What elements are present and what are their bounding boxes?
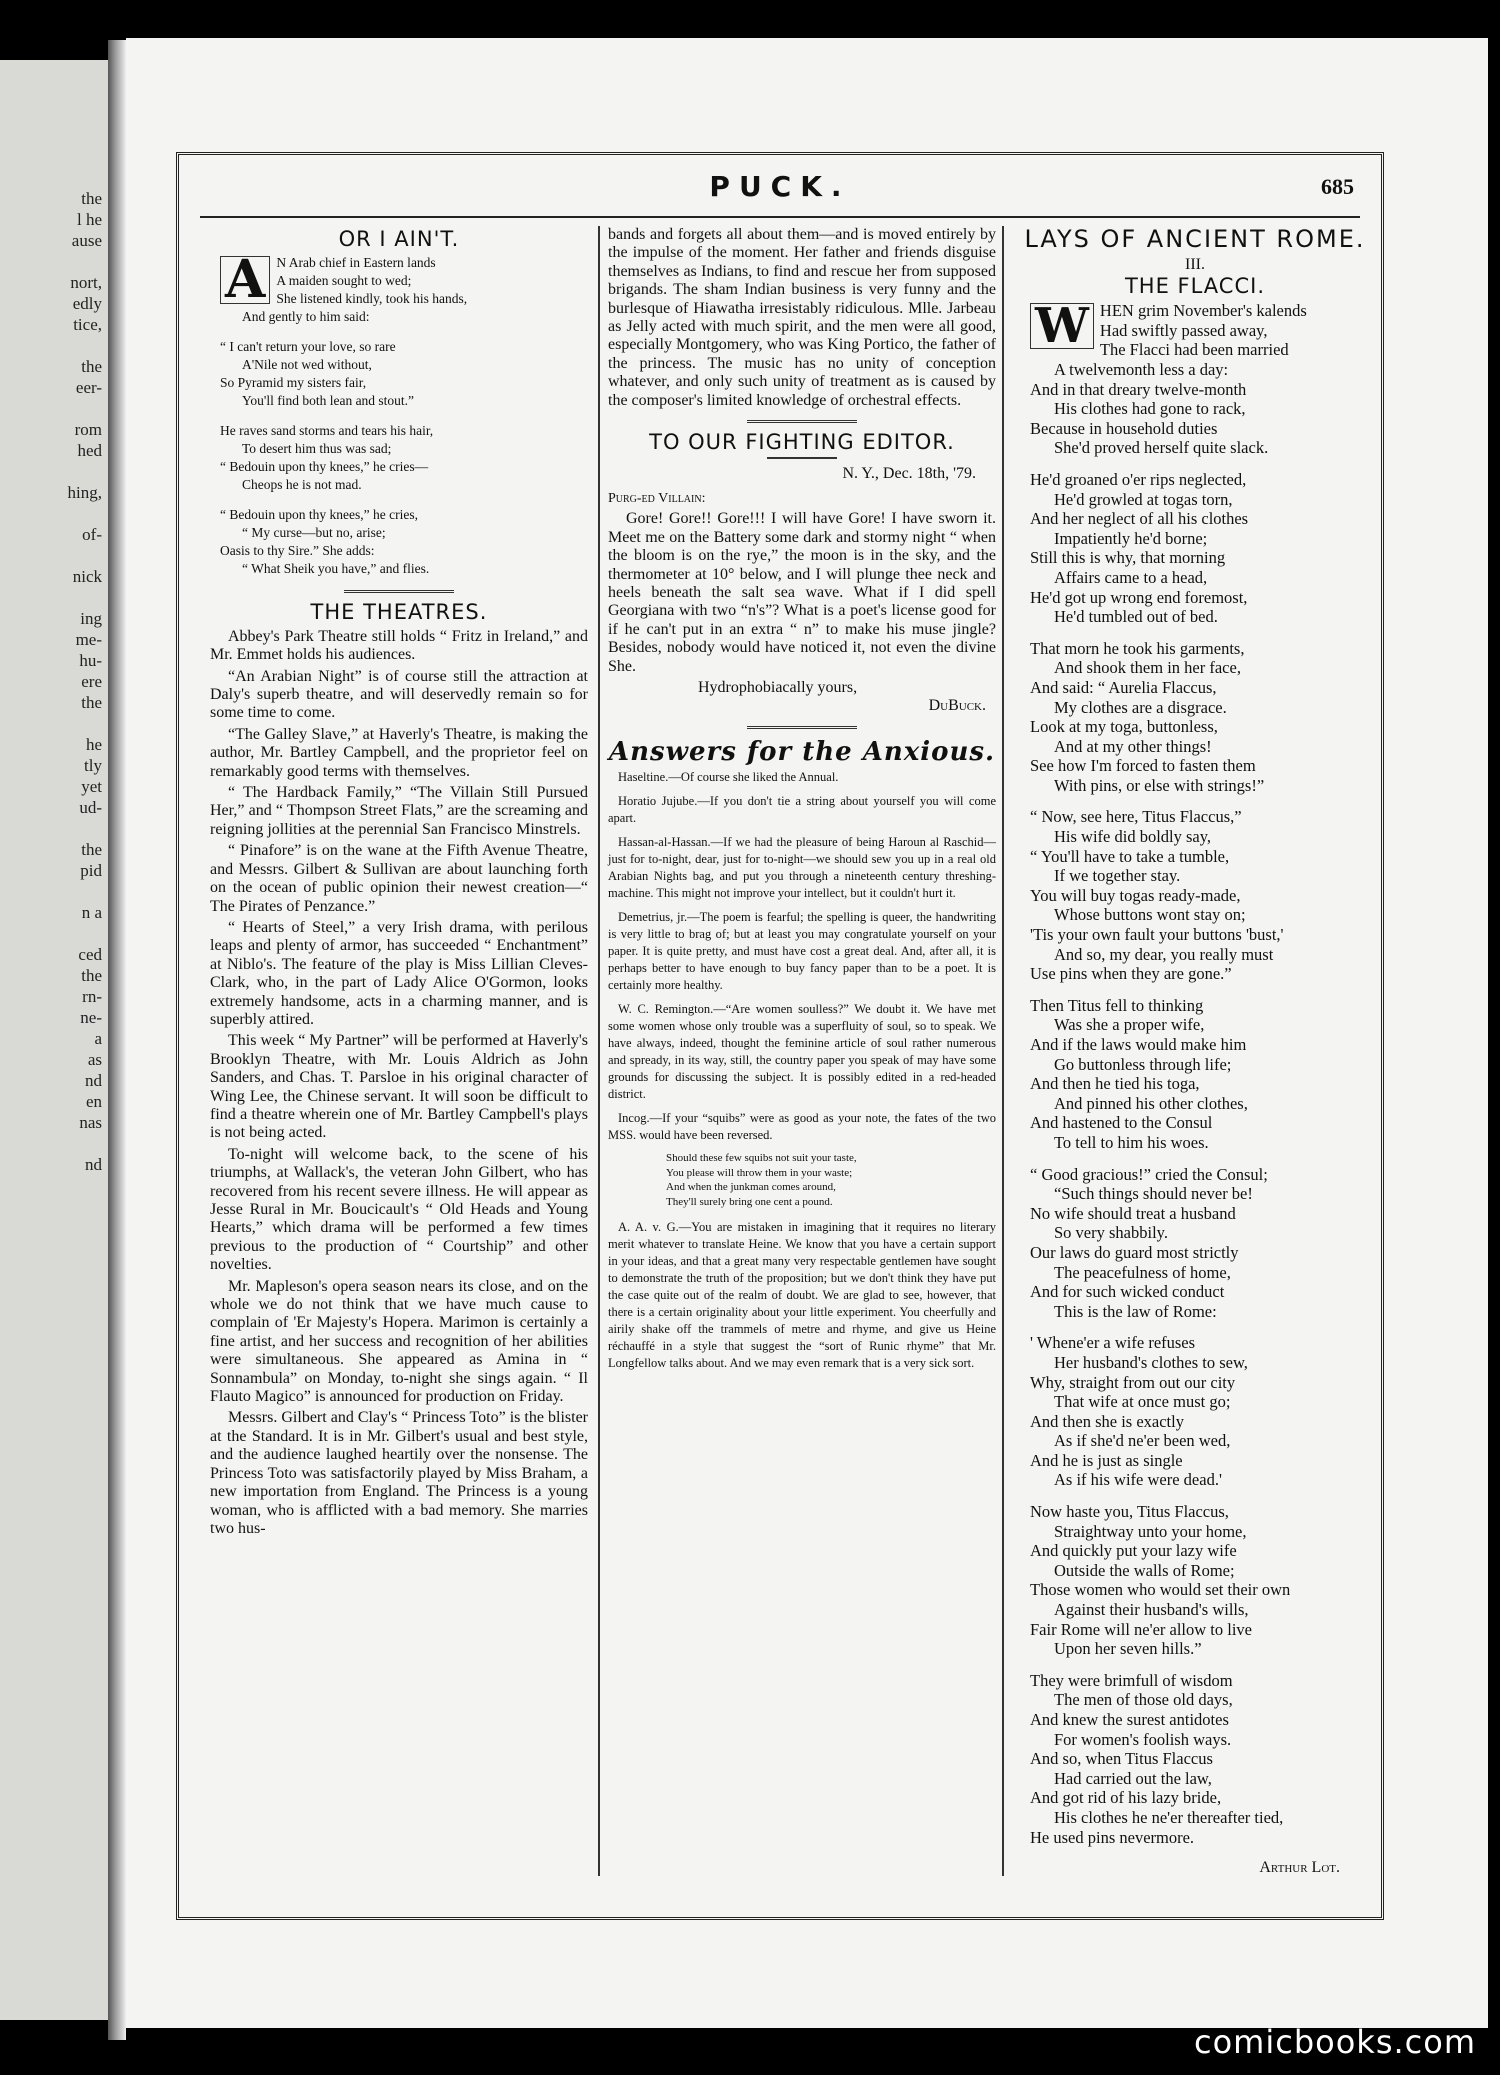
poem-line: His clothes he ne'er thereafter tied, [1054,1807,1284,1827]
header-rule [200,216,1360,218]
poem-line: If we together stay. [1054,866,1181,886]
poem-line: And if the laws would make him [1030,1035,1247,1054]
separator [344,590,454,593]
facing-page-text: nd [85,1071,102,1090]
poem-line: No wife should treat a husband [1030,1203,1236,1223]
facing-page-fragment [0,60,108,2020]
poem-line: “ Bedouin upon thy knees,” he cries, [220,507,418,523]
poem-line: Why, straight from out our city [1030,1372,1236,1392]
facing-page-text: tice, [73,315,102,334]
poem-line: The men of those old days, [1054,1690,1233,1710]
facing-page-text: a [94,1029,102,1048]
poem-line: She'd proved herself quite slack. [1054,438,1269,458]
stanza [1030,1502,1380,1659]
drop-cap: A [220,256,270,304]
answer-item: Haseltine.—Of course she liked the Annual. [618,770,839,785]
paragraph: “ Hearts of Steel,” a very Irish drama, with perilous leaps and plenty of armor, has succeeded “ Enchantment” at Niblo's. The feature of the play is Miss Lillian Cleves-Clark, who, in the part of Lady Alice O'Gormon, looks extremely handsome, acts in a charming manner, and is superbly attired. [210,918,588,1028]
section-title-theatres: THE THEATRES. [310,600,488,625]
poem-line: And gently to him said: [242,309,370,325]
poem-line: “ Good gracious!” cried the Consul; [1030,1164,1268,1184]
poem-line: And at my other things! [1054,736,1212,756]
poem-line: My clothes are a disgrace. [1054,697,1227,717]
poem-line: And so, my dear, you really must [1054,944,1274,964]
facing-page-text: en [85,1092,102,1111]
poem-line: Still this is why, that morning [1030,548,1226,568]
theatres-continuation: bands and forgets all about them—and is moved entirely by the impulse of the moment. Her father and friends disguise themselves as Indians, to find and rescue her from supposed brigands. The sham Indian business is very funny and the burlesque of Hiawatha irresistably ridiculous. Mlle. Jarbeau as Jelly acted with much spirit, and the men were all good, especially Montgomery, who was King Portico, the father of the princess. The music has no unity of conception whatever, and only such unity of treatment as is caused by the composer's limited knowledge of orchestral effects. [608,226,996,409]
page-number: 685 [1321,174,1354,199]
facing-page-text: me- [75,630,102,649]
facing-page-text: ing [80,609,102,628]
poem-line: Fair Rome will ne'er allow to live [1030,1619,1253,1639]
facing-page-text: hing, [67,483,102,502]
poem-line: HEN grim November's kalends [1099,301,1307,321]
poem-line: Straightway unto your home, [1054,1521,1247,1541]
stanza [220,338,588,410]
poem-line: With pins, or else with strings!” [1054,775,1265,795]
poem-line: And then she is exactly [1030,1411,1184,1431]
paragraph: This week “ My Partner” will be performed at Haverly's Brooklyn Theatre, with Mr. Louis Aldrich as John Sanders, and Chas. T. Parsloe in his original character of Wing Lee, the Chinese servant. It will soon be difficult to find a theatre wherein one of Mr. Bartley Campbell's plays is not being acted. [210,1032,588,1142]
letter-signature: DuBuck. [928,697,986,715]
verse-line: They'll surely bring one cent a pound. [666,1195,833,1208]
facing-page-text: pid [80,861,102,880]
poem-line: They were brimfull of wisdom [1030,1670,1233,1690]
poem-line: He used pins nevermore. [1030,1827,1195,1847]
poem-the-flacci [1010,298,1380,1847]
facing-page-text: ere [81,672,102,691]
poem-line: You will buy togas ready-made, [1030,885,1241,905]
poem-line: Affairs came to a head, [1054,567,1208,587]
poem-line: And then he tied his toga, [1030,1074,1200,1094]
poem-line: To tell to him his woes. [1054,1132,1209,1152]
column-divider [598,226,600,1876]
poem-line: And pinned his other clothes, [1054,1093,1248,1113]
facing-page-text: ud- [79,798,102,817]
poem-line: Because in household duties [1030,418,1218,438]
poem-line: He'd got up wrong end foremost, [1030,587,1248,607]
stanza [1030,807,1380,983]
poem-title: THE FLACCI. [1124,273,1265,298]
facing-page-text: rn- [82,987,102,1006]
paragraph: “ The Hardback Family,” “The Villain Still Pursued Her,” and “ Thompson Street Flats,” are the screaming and reigning jollities at the perennial San Francisco Minstrels. [210,784,588,838]
facing-page-text: l he [76,210,102,229]
facing-page-text: ause [71,231,102,250]
separator [747,726,857,729]
facing-page-text: nd [85,1155,102,1174]
poem-line: The Flacci had been married [1099,340,1289,360]
paragraph: “An Arabian Night” is of course still the attraction at Daly's superb theatre, and will deservedly remain so for some time to come. [210,667,588,722]
verse-line: You please will throw them in your waste; [666,1166,853,1179]
theatres-article [210,628,588,1539]
watermark: comicbooks.com [1193,2023,1476,2061]
facing-page-text: as [87,1050,102,1069]
poem-line: Was she a proper wife, [1054,1015,1205,1035]
masthead-title: PUCK. [709,170,851,203]
letter-title: TO OUR FIGHTING EDITOR. [649,430,955,455]
poem-line: “ Now, see here, Titus Flaccus,” [1030,807,1242,827]
poem-line: To desert him thus was sad; [242,441,392,457]
poem-line: So very shabbily. [1054,1223,1168,1243]
paragraph: Mr. Mapleson's opera season nears its close, and on the whole we do not think that we have much cause to complain of 'Er Majesty's Hopera. Marimon is certainly a fine artist, and her success and recognition of her abilities were simultaneous. She appeared as Amina in “ Sonnambula” on Monday, to-night she sings again. “ Il Flauto Magico” is announced for production on Friday. [210,1277,588,1406]
answer-item: Incog.—If your “squibs” were as good as your note, the fates of the two MSS. would have been reversed. [608,1111,996,1143]
stanza [1030,1333,1380,1490]
facing-page-text: edly [72,294,102,313]
poem-line: He'd groaned o'er rips neglected, [1030,469,1247,489]
separator [767,457,837,459]
poem-line: And her neglect of all his clothes [1030,509,1249,529]
poem-line: Then Titus fell to thinking [1030,995,1204,1015]
stanza [220,422,588,494]
poem-line: N Arab chief in Eastern lands [276,255,436,271]
answer-item: Horatio Jujube.—If you don't tie a string about yourself you will come apart. [608,794,996,826]
paragraph: “The Galley Slave,” at Haverly's Theatre, is making the author, Mr. Bartley Campbell, and the proprietor feel on remarkably good terms with themselves. [210,725,588,780]
facing-page-text: ne- [80,1008,102,1027]
poem-line: 'Tis your own fault your buttons 'bust,' [1030,925,1284,945]
verse-line: Should these few squibs not suit your taste, [666,1152,857,1165]
facing-page-text: nick [72,567,102,586]
letter-date: N. Y., Dec. 18th, '79. [842,465,976,483]
verse-line: And when the junkman comes around, [666,1181,836,1194]
poem-line: He raves sand storms and tears his hair, [220,423,434,439]
poem-line: And shook them in her face, [1054,658,1241,678]
poem-series-title: LAYS OF ANCIENT ROME. [1024,225,1366,253]
facing-page-text: hu- [79,651,102,670]
stanza [1030,1165,1380,1322]
letter-body: Gore! Gore!! Gore!!! I will have Gore! I have sworn it. Meet me on the Battery some dark and stormy night “ when the bloom is on the rye,” the moon is in the sky, and the thermometer at 10° below, and I will plunge thee neck and heels beneath the salt sea wave. What if I did spell Georgiana with two “n's”? What is a poet's license good for if he can't put in an extra “ n” to make his muse jingle? Besides, nobody would have noticed it, not even the divine She. [608,510,996,675]
poem-numeral: III. [1185,256,1205,274]
poem-line: And he is just as single [1030,1450,1183,1470]
facing-page-text: eer- [75,378,102,397]
stanza [220,506,588,578]
facing-page-text: of- [82,525,102,544]
poem-line: A twelvemonth less a day: [1054,360,1229,379]
answers-section [608,736,996,1372]
answers-title: Answers for the Anxious. [608,736,996,767]
poem-line: This is the law of Rome: [1054,1301,1217,1321]
poem-line: The peacefulness of home, [1054,1262,1231,1282]
facing-page-text: he [85,735,102,754]
column-middle [608,226,996,1379]
poem-line: “ Bedouin upon thy knees,” he cries— [220,459,429,475]
facing-page-text: nas [79,1113,102,1132]
facing-page-text: rom [74,420,102,439]
poem-line: Upon her seven hills.” [1054,1639,1202,1659]
poem-line: As if his wife were dead.' [1054,1470,1222,1490]
poem-author: Arthur Lot. [1259,1859,1340,1877]
facing-page-text: hed [77,441,102,460]
poem-line: Had swiftly passed away, [1099,320,1268,340]
separator [747,420,857,423]
column-divider [1002,226,1004,1876]
letter-closing: Hydrophobiacally yours, [698,678,858,696]
facing-page-text: the [81,693,102,712]
poem-line: He'd growled at togas torn, [1054,489,1233,509]
poem-line: Now haste you, Titus Flaccus, [1030,1502,1229,1522]
poem-line: Had carried out the law, [1054,1768,1212,1788]
poem-line: Against their husband's wills, [1054,1600,1249,1620]
stanza [220,249,588,326]
facing-page-text: the [81,189,102,208]
poem-line: “Such things should never be! [1054,1184,1253,1204]
paragraph: Abbey's Park Theatre still holds “ Fritz in Ireland,” and Mr. Emmet holds his audiences. [210,627,588,664]
facing-page-text: ced [78,945,102,964]
drop-cap: W [1030,303,1094,349]
answer-item: W. C. Remington.—“Are women soulless?” We doubt it. We have met some women whose only trouble was a superfluity of soul, so to speak. We have always, indeed, thought the feminine article of soul rather numerous and spready, in its way, still, the country paper you speak of may have some grounds for discussing the subject. It is possibly edited in a red-headed district. [608,1002,996,1102]
poem-or-i-aint [210,249,588,578]
poem-line: “ What Sheik you have,” and flies. [242,561,430,577]
poem-line: “ My curse—but no, arise; [242,525,386,541]
book-spine [108,40,126,2040]
poem-line: Go buttonless through life; [1054,1054,1232,1074]
stanza [1030,996,1380,1153]
stanza [1030,1671,1380,1847]
paragraph: To-night will welcome back, to the scene of his triumphs, at Wallack's, the veteran John Gilbert, who has recovered from his recent severe illness. He will appear as Jesse Rural in Mr. Boucicault's “ Old Heads and Young Hearts,” which drama will be performed a few times previous to the production of “ Courtship” and other novelties. [210,1145,588,1274]
poem-line: And got rid of his lazy bride, [1030,1788,1222,1808]
poem-line: Our laws do guard most strictly [1030,1242,1239,1262]
stanza [1030,639,1380,796]
poem-line: Cheops he is not mad. [242,477,362,493]
poem-line: Impatiently he'd borne; [1054,528,1208,548]
poem-line: “ I can't return your love, so rare [220,339,396,355]
poem-line: So Pyramid my sisters fair, [220,375,367,391]
poem-line: She listened kindly, took his hands, [276,291,468,307]
facing-page-text: n a [81,903,102,922]
poem-line: Use pins when they are gone.” [1030,964,1232,984]
poem-line: And for such wicked conduct [1030,1282,1225,1302]
facing-page-text: nort, [70,273,102,292]
poem-line: Look at my toga, buttonless, [1030,717,1218,737]
poem-line: ' Whene'er a wife refuses [1030,1333,1196,1353]
squibs-verse [608,1151,996,1209]
poem-line: And said: “ Aurelia Flaccus, [1030,677,1217,697]
answer-item: Hassan-al-Hassan.—If we had the pleasure of being Haroun al Raschid—just for to-night, dear, just for to-night—we should sew you up in a real old Arabian Nights bag, and put you through a nineteenth century threshing-machine. This might not improve your intellect, but it couldn't hurt it. [608,835,996,901]
poem-line: Oasis to thy Sire.” She adds: [220,543,375,559]
poem-line: “ You'll have to take a tumble, [1030,846,1230,866]
poem-line: A'Nile not wed without, [242,357,372,373]
page-header [200,168,1360,212]
poem-line: You'll find both lean and stout.” [242,393,415,409]
poem-line: That wife at once must go; [1054,1392,1231,1412]
poem-line: Her husband's clothes to sew, [1054,1352,1248,1372]
facing-page-text: the [81,966,102,985]
letter-salutation: Purg-ed Villain: [608,490,706,506]
poem-line: That morn he took his garments, [1030,638,1245,658]
facing-page-text: the [81,840,102,859]
poem-line: And knew the surest antidotes [1030,1710,1229,1729]
poem-line: He'd tumbled out of bed. [1054,607,1218,627]
poem-line: Outside the walls of Rome; [1054,1560,1235,1580]
poem-line: For women's foolish ways. [1054,1729,1232,1749]
poem-line: His wife did boldly say, [1054,827,1212,847]
paragraph: Messrs. Gilbert and Clay's “ Princess Toto” is the blister at the Standard. It is in Mr. Gilbert's usual and best style, and the audience laughed heartily over the nonsense. The Princess Toto was satisfactorily played by Miss Braham, a new importation from England. The Princess is a young woman, who is afflicted with a bad memory. She marries two hus- [210,1409,588,1537]
stanza [1030,470,1380,627]
poem-line: See how I'm forced to fasten them [1030,756,1256,776]
poem-line: And so, when Titus Flaccus [1030,1749,1213,1769]
poem-line: And in that dreary twelve-month [1030,379,1247,399]
facing-page-text: yet [81,777,102,796]
answer-item: Demetrius, jr.—The poem is fearful; the spelling is queer, the handwriting is very little to brag of; but at least you may congratulate yourself on your paper. It is quite pretty, and must have cost a great deal. And, after all, it is perhaps better to have enough to buy fancy paper than to be a poet. It is certainly more healthy. [608,910,996,993]
column-left [210,226,588,1541]
facing-page-text: tly [84,756,102,775]
facing-page-text: the [81,357,102,376]
poem-line: And quickly put your lazy wife [1030,1541,1237,1561]
poem-line: As if she'd ne'er been wed, [1054,1431,1231,1451]
poem-line: His clothes had gone to rack, [1054,399,1246,419]
column-right [1010,226,1380,1878]
answer-item: A. A. v. G.—You are mistaken in imagining that it requires no literary merit whatever to translate Heine. We know that you have a certain support in your ideas, and that a great many very respectable gentlemen have sought to demonstrate the truth of the proposition; but we don't think they have put the case quite out of the realm of doubt. We are glad to see, however, that there is a certain originality about your little experiment. You cheerfully and airily shake off the trammels of metre and rhyme, and give us Heine réchauffé in a style that suggest the “sort of Runic rhyme” that Mr. Longfellow talks about. And we may even remark that is a very sick sort. [608,1220,996,1371]
answers-list [608,769,996,1144]
poem-line: Those women who would set their own [1030,1580,1291,1600]
poem-line: And hastened to the Consul [1030,1113,1213,1133]
stanza [1030,298,1380,458]
poem-line: A maiden sought to wed; [276,273,412,289]
paragraph: “ Pinafore” is on the wane at the Fifth Avenue Theatre, and Messrs. Gilbert & Sullivan are about launching forth on the ocean of public opinion their newest creation—“ The Pirates of Penzance.” [210,842,588,915]
poem-title: OR I AIN'T. [338,227,460,251]
poem-line: Whose buttons wont stay on; [1054,905,1246,925]
